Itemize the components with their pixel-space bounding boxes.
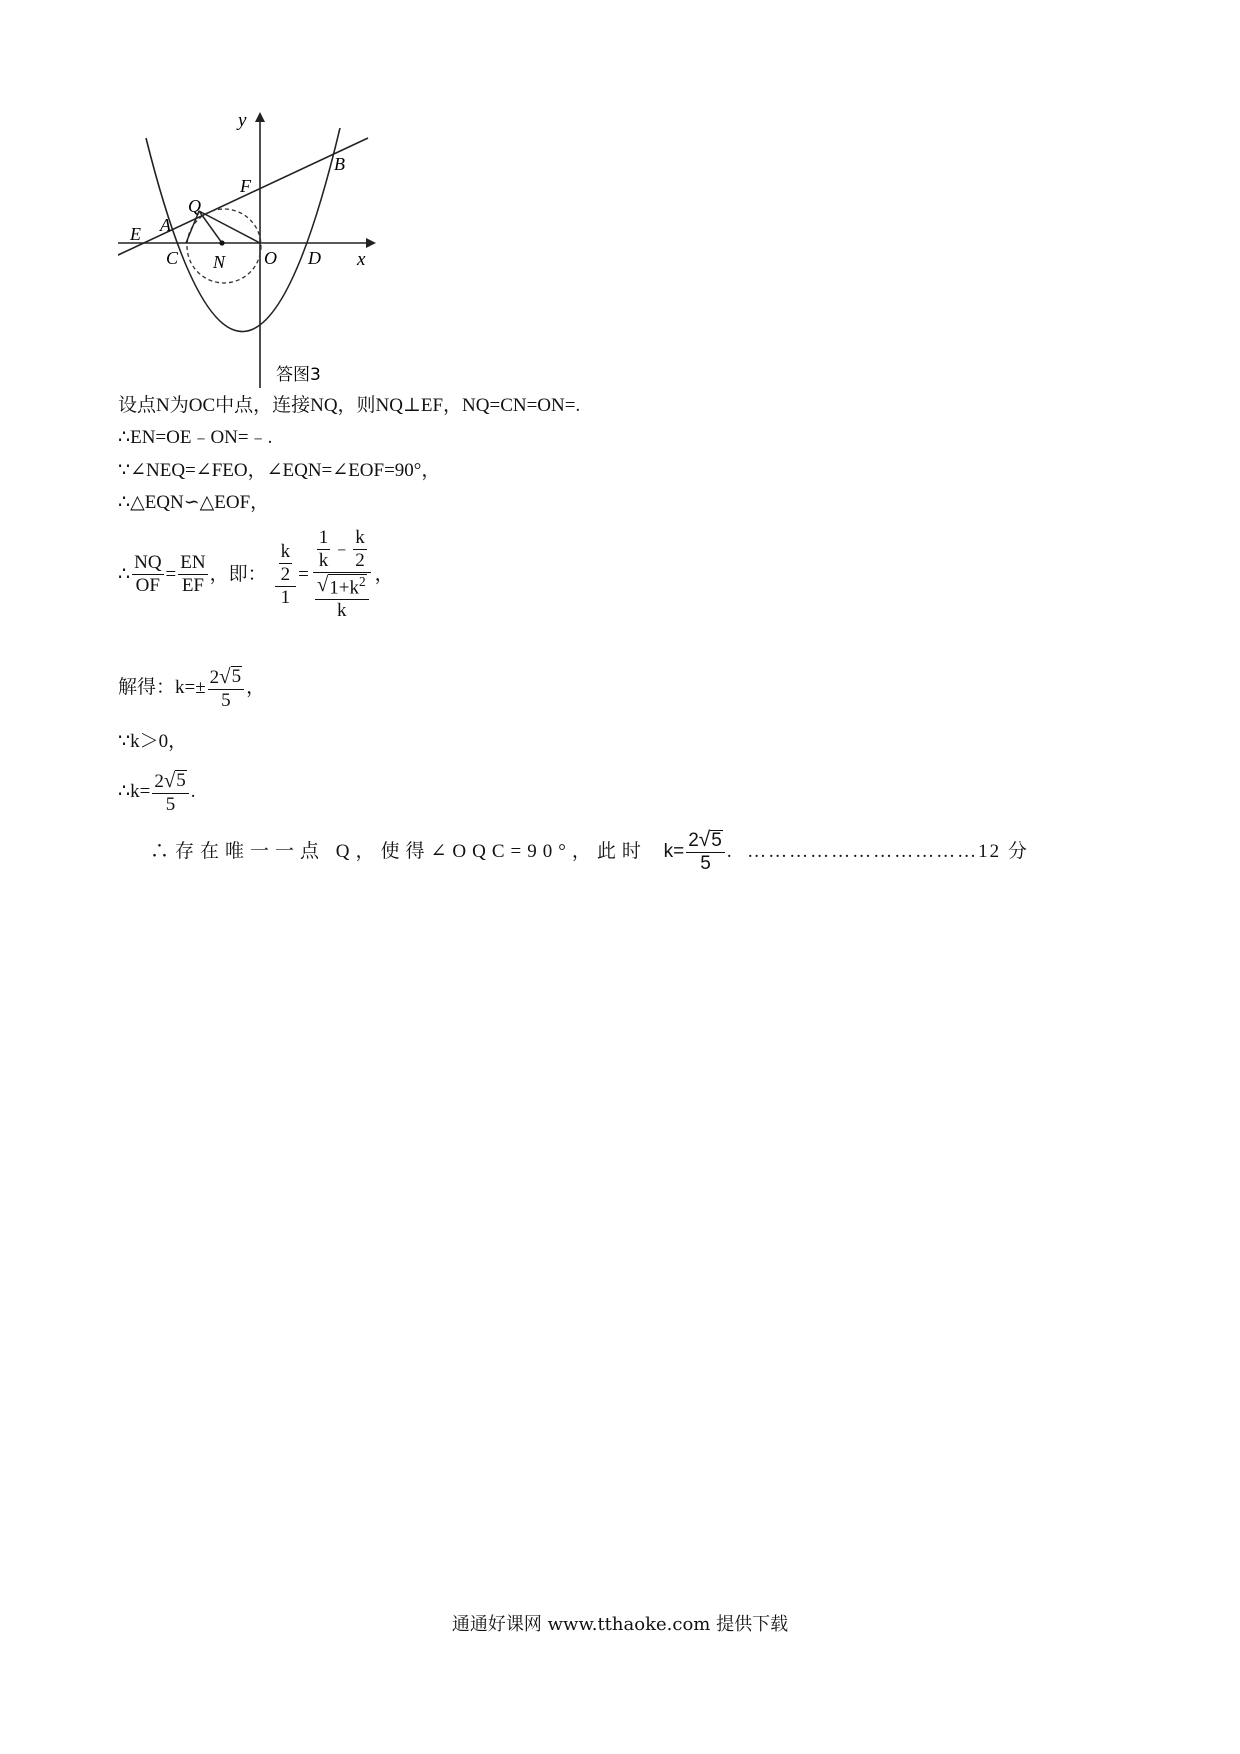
line-4: ∴△EQN∽△EOF， [118, 492, 270, 513]
sqrt-expression [219, 666, 242, 687]
sqrt-radicand: 5 [231, 666, 242, 687]
fraction-denominator: k [318, 549, 329, 571]
fraction-numerator: NQ [134, 552, 162, 574]
line-3: ∵∠NEQ=∠FEO，∠EQN=∠EOF=90°， [118, 460, 441, 481]
fraction-1-k [317, 528, 331, 571]
fraction-denominator: 1 [280, 586, 291, 608]
line-6-solution [118, 666, 265, 711]
fraction-big-right [311, 528, 373, 621]
label-x: x [357, 249, 366, 270]
line-8-result [118, 770, 196, 815]
fraction-denominator: EF [181, 575, 205, 597]
label-e: E [130, 224, 141, 244]
fraction-en-ef [178, 553, 207, 596]
fraction-denominator: 2 [280, 563, 291, 585]
line-7: ∵k＞0， [118, 731, 188, 752]
fraction-k-2 [279, 542, 293, 585]
fraction-numerator [686, 830, 725, 853]
fraction-numerator [315, 571, 369, 600]
fraction-denominator: OF [135, 575, 160, 597]
fraction-numerator [152, 770, 188, 794]
geometry-figure [118, 110, 378, 390]
comma: ， [374, 563, 394, 585]
fraction-numerator: k [280, 540, 291, 562]
exponent: 2 [359, 573, 366, 589]
label-d: D [308, 248, 321, 268]
minus-sign: ﹣ [332, 538, 352, 560]
score-suffix: . ……………………………12 分 [726, 840, 1029, 862]
fraction-denominator: 5 [165, 793, 176, 815]
coef: 2 [688, 830, 699, 851]
sqrt-expression [316, 571, 367, 599]
therefore-symbol: ∴ [118, 563, 131, 585]
connector-text: ，即： [209, 563, 267, 585]
fraction-k-2b [353, 528, 367, 571]
label-f: F [240, 176, 251, 196]
sqrt-sign: √ [219, 664, 231, 688]
fraction-denominator [311, 573, 373, 621]
fraction-2sqrt5-5 [152, 770, 188, 815]
k-equals: k= [663, 840, 685, 862]
solution-prefix: 解得：k=± [118, 677, 206, 699]
fraction-denominator: k [337, 600, 347, 622]
fraction-numerator [208, 666, 244, 690]
label-a: A [160, 215, 171, 235]
fraction-denominator: 2 [355, 549, 365, 571]
fraction-denominator: 5 [221, 689, 231, 711]
fraction-numerator [313, 528, 371, 573]
line-ef [118, 138, 368, 256]
y-axis-arrow [255, 112, 265, 122]
fraction-nq-of [132, 553, 163, 596]
coef: 2 [209, 667, 220, 688]
sqrt-radicand: 5 [711, 830, 722, 851]
result-prefix: ∴k= [118, 781, 151, 803]
fraction-numerator [275, 542, 297, 587]
parabola [146, 128, 340, 332]
x-axis-arrow [366, 238, 376, 248]
line-2: ∴EN=OE﹣ON=﹣. [118, 427, 273, 448]
radicand-text: 1+k [329, 577, 360, 599]
page-footer: 通通好课网 www.tthaoke.com 提供下载 [451, 1614, 789, 1635]
line-1: 设点N为OC中点，连接NQ，则NQ⊥EF，NQ=CN=ON=. [118, 395, 581, 416]
conclusion-text: ∴存在唯一一点 Q，使得∠OQC=90°，此时 [150, 840, 658, 862]
line-9-conclusion [150, 830, 1029, 874]
line-5-proportion [118, 528, 394, 621]
sqrt-expression [164, 770, 187, 791]
fraction-numerator: 1 [318, 527, 329, 548]
sqrt-radicand: 5 [176, 770, 186, 791]
sqrt-sign: √ [698, 828, 711, 851]
equals-sign: = [165, 563, 177, 585]
segment-qo [199, 211, 260, 243]
sqrt-expression [699, 830, 723, 851]
fraction-denominator: 5 [700, 852, 711, 874]
fraction-numerator: EN [180, 552, 206, 574]
label-q: Q [188, 196, 201, 216]
period: . [190, 781, 196, 803]
comma: ， [246, 677, 266, 699]
label-n: N [213, 252, 226, 272]
segment-qn [199, 211, 222, 243]
sqrt-sign: √ [316, 571, 329, 596]
sqrt-sign: √ [163, 768, 176, 792]
label-y: y [238, 110, 247, 131]
fraction-numerator: k [355, 527, 365, 548]
sqrt-radicand [328, 574, 366, 598]
point-n [219, 240, 224, 245]
fraction-2sqrt5-5 [686, 830, 725, 874]
label-b: B [334, 154, 345, 174]
label-c: C [166, 248, 179, 268]
figure-caption: 答图3 [276, 365, 321, 385]
coef: 2 [154, 771, 164, 792]
fraction-2sqrt5-5 [208, 666, 244, 711]
fraction-sqrt-k [315, 571, 369, 622]
label-o: O [264, 248, 277, 268]
equals-sign-2: = [298, 563, 309, 585]
fraction-big-left [275, 542, 297, 608]
